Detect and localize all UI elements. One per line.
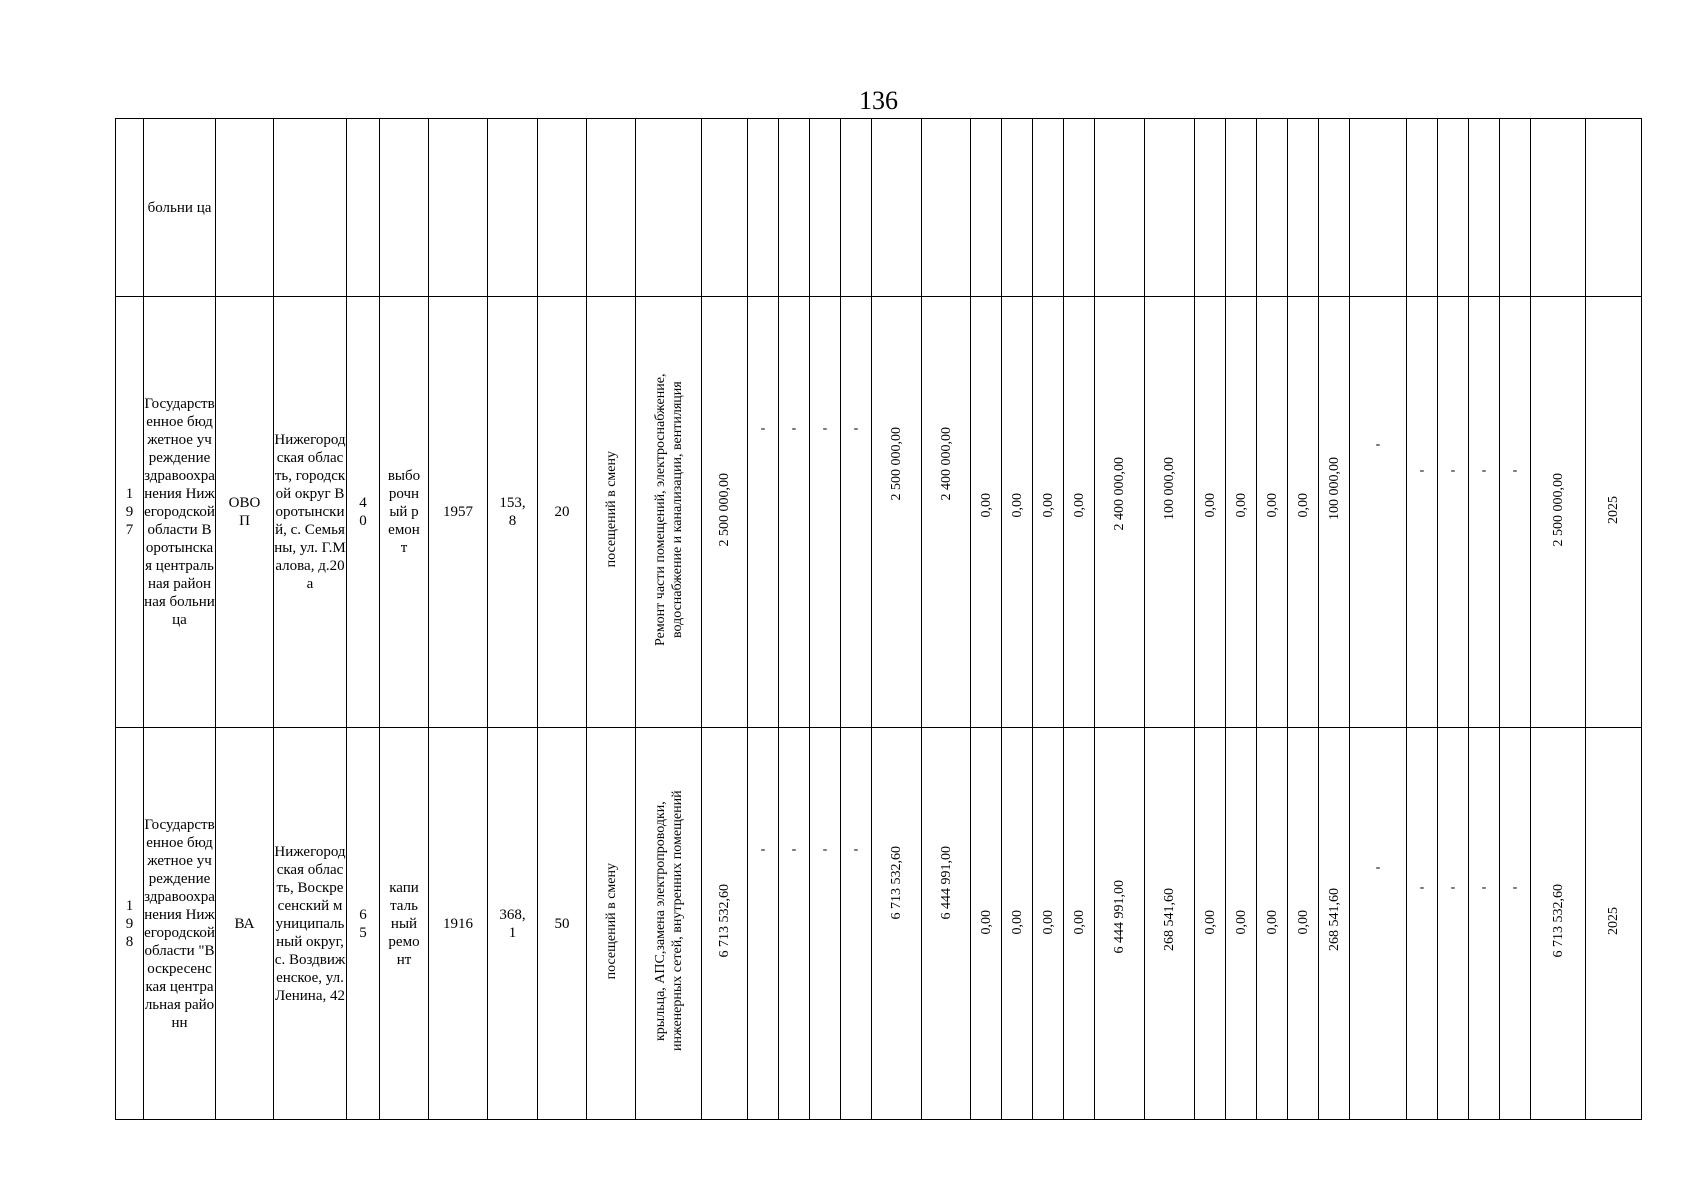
cell-capacity: 20 [538,297,587,728]
cell-empty [429,119,488,297]
cell-dash: - [1438,297,1469,728]
cell-area: 153,8 [488,297,538,728]
cell-dash: - [1500,297,1531,728]
cell-dash: - [1350,728,1407,1120]
cell-zero: 0,00 [1033,728,1064,1120]
cell-dash: - [1469,297,1500,728]
cell-dash: - [1469,728,1500,1120]
cell-zero: 0,00 [1064,297,1095,728]
cell-num [116,119,144,297]
cell-sum-a: 2 400 000,00 [922,297,971,728]
cell-sum-a2: 6 444 991,00 [1095,728,1145,1120]
cell-work-type: выборочный ремонт [380,297,429,728]
cell-final-year: 2025 [1586,297,1642,728]
cell-sum-all: 2 500 000,00 [872,297,922,728]
table-row [116,297,1642,728]
cell-sum-a: 6 444 991,00 [922,728,971,1120]
cell-zero: 0,00 [1195,297,1226,728]
cell-wear: 65 [347,728,380,1120]
cell-empty [1095,119,1145,297]
cell-row-number: 197 [116,297,144,728]
cell-empty [216,119,274,297]
cell-empty [1438,119,1469,297]
cell-row-number: 198 [116,728,144,1120]
cell-dash: - [748,297,779,728]
cell-empty [587,119,636,297]
table-row [116,728,1642,1120]
page-number: 136 [859,86,898,115]
cell-dash: - [1438,728,1469,1120]
cell-dash: - [779,297,810,728]
cell-empty [1319,119,1350,297]
cell-empty [1288,119,1319,297]
cell-empty [538,119,587,297]
cell-code: ВА [216,728,274,1120]
cell-empty [1064,119,1095,297]
cell-empty [971,119,1002,297]
cell-capacity: 50 [538,728,587,1120]
cell-empty [274,119,347,297]
cell-name-tail: больни ца [144,119,216,297]
cell-work-type: капитальный ремонт [380,728,429,1120]
cell-year: 1957 [429,297,488,728]
cell-empty [810,119,841,297]
cell-zero: 0,00 [1064,728,1095,1120]
cell-code: ОВОП [216,297,274,728]
cell-empty [841,119,872,297]
cell-empty [702,119,748,297]
cell-empty [1257,119,1288,297]
table-row-continuation [116,119,1642,297]
cell-sum-b: 100 000,00 [1145,297,1195,728]
cell-year: 1916 [429,728,488,1120]
cell-sum-b2: 100 000,00 [1319,297,1350,728]
cell-institution-name: Государственное бюджетное учреждение здравоохранения Нижегородской области "Воскресенская центральная районн [144,728,216,1120]
cell-dash: - [779,728,810,1120]
cell-empty [1002,119,1033,297]
cell-empty [1033,119,1064,297]
cell-empty [1469,119,1500,297]
cell-zero: 0,00 [971,728,1002,1120]
cell-sum-b: 268 541,60 [1145,728,1195,1120]
cell-dash: - [810,728,841,1120]
cell-empty [779,119,810,297]
cell-zero: 0,00 [1195,728,1226,1120]
cell-capacity-unit: посещений в смену [587,297,636,728]
cell-empty [1531,119,1586,297]
cell-zero: 0,00 [1257,728,1288,1120]
cell-address: Нижегородская область, Воскресенский муниципальный округ, с. Воздвиженское, ул.Ленина, 42 [274,728,347,1120]
cell-description: крыльца, АПС,замена электропроводки, инженерных сетей, внутренних помещений [636,728,702,1120]
cell-sum-b2: 268 541,60 [1319,728,1350,1120]
cell-empty [1226,119,1257,297]
cell-zero: 0,00 [1257,297,1288,728]
cell-dash: - [841,297,872,728]
cell-zero: 0,00 [971,297,1002,728]
cell-final-sum: 6 713 532,60 [1531,728,1586,1120]
cell-empty [872,119,922,297]
cell-institution-name: Государственное бюджетное учреждение здравоохранения Нижегородской области Воротынская центральная районная больница [144,297,216,728]
cell-zero: 0,00 [1288,297,1319,728]
cell-dash: - [1407,728,1438,1120]
cell-capacity-unit: посещений в смену [587,728,636,1120]
cell-empty [1586,119,1642,297]
cell-empty [922,119,971,297]
cell-total-cost: 2 500 000,00 [702,297,748,728]
object-table [115,118,1642,1120]
cell-zero: 0,00 [1226,297,1257,728]
cell-empty [1145,119,1195,297]
cell-dash: - [1500,728,1531,1120]
cell-wear: 40 [347,297,380,728]
cell-description: Ремонт части помещений, электроснабжение, водоснабжение и канализации, вентиляция [636,297,702,728]
cell-dash: - [810,297,841,728]
cell-total-cost: 6 713 532,60 [702,728,748,1120]
cell-empty [347,119,380,297]
cell-zero: 0,00 [1002,297,1033,728]
cell-final-sum: 2 500 000,00 [1531,297,1586,728]
cell-area: 368,1 [488,728,538,1120]
cell-dash: - [841,728,872,1120]
cell-dash: - [1407,297,1438,728]
cell-zero: 0,00 [1226,728,1257,1120]
cell-empty [1407,119,1438,297]
cell-zero: 0,00 [1002,728,1033,1120]
cell-empty [748,119,779,297]
cell-empty [1500,119,1531,297]
cell-empty [488,119,538,297]
cell-final-year: 2025 [1586,728,1642,1120]
cell-empty [1195,119,1226,297]
cell-sum-a2: 2 400 000,00 [1095,297,1145,728]
cell-zero: 0,00 [1033,297,1064,728]
cell-dash: - [748,728,779,1120]
cell-dash: - [1350,297,1407,728]
cell-empty [1350,119,1407,297]
cell-empty [636,119,702,297]
cell-empty [380,119,429,297]
cell-address: Нижегородская область, городской округ Воротынский, с. Семьяны, ул. Г.Малова, д.20а [274,297,347,728]
cell-sum-all: 6 713 532,60 [872,728,922,1120]
cell-zero: 0,00 [1288,728,1319,1120]
